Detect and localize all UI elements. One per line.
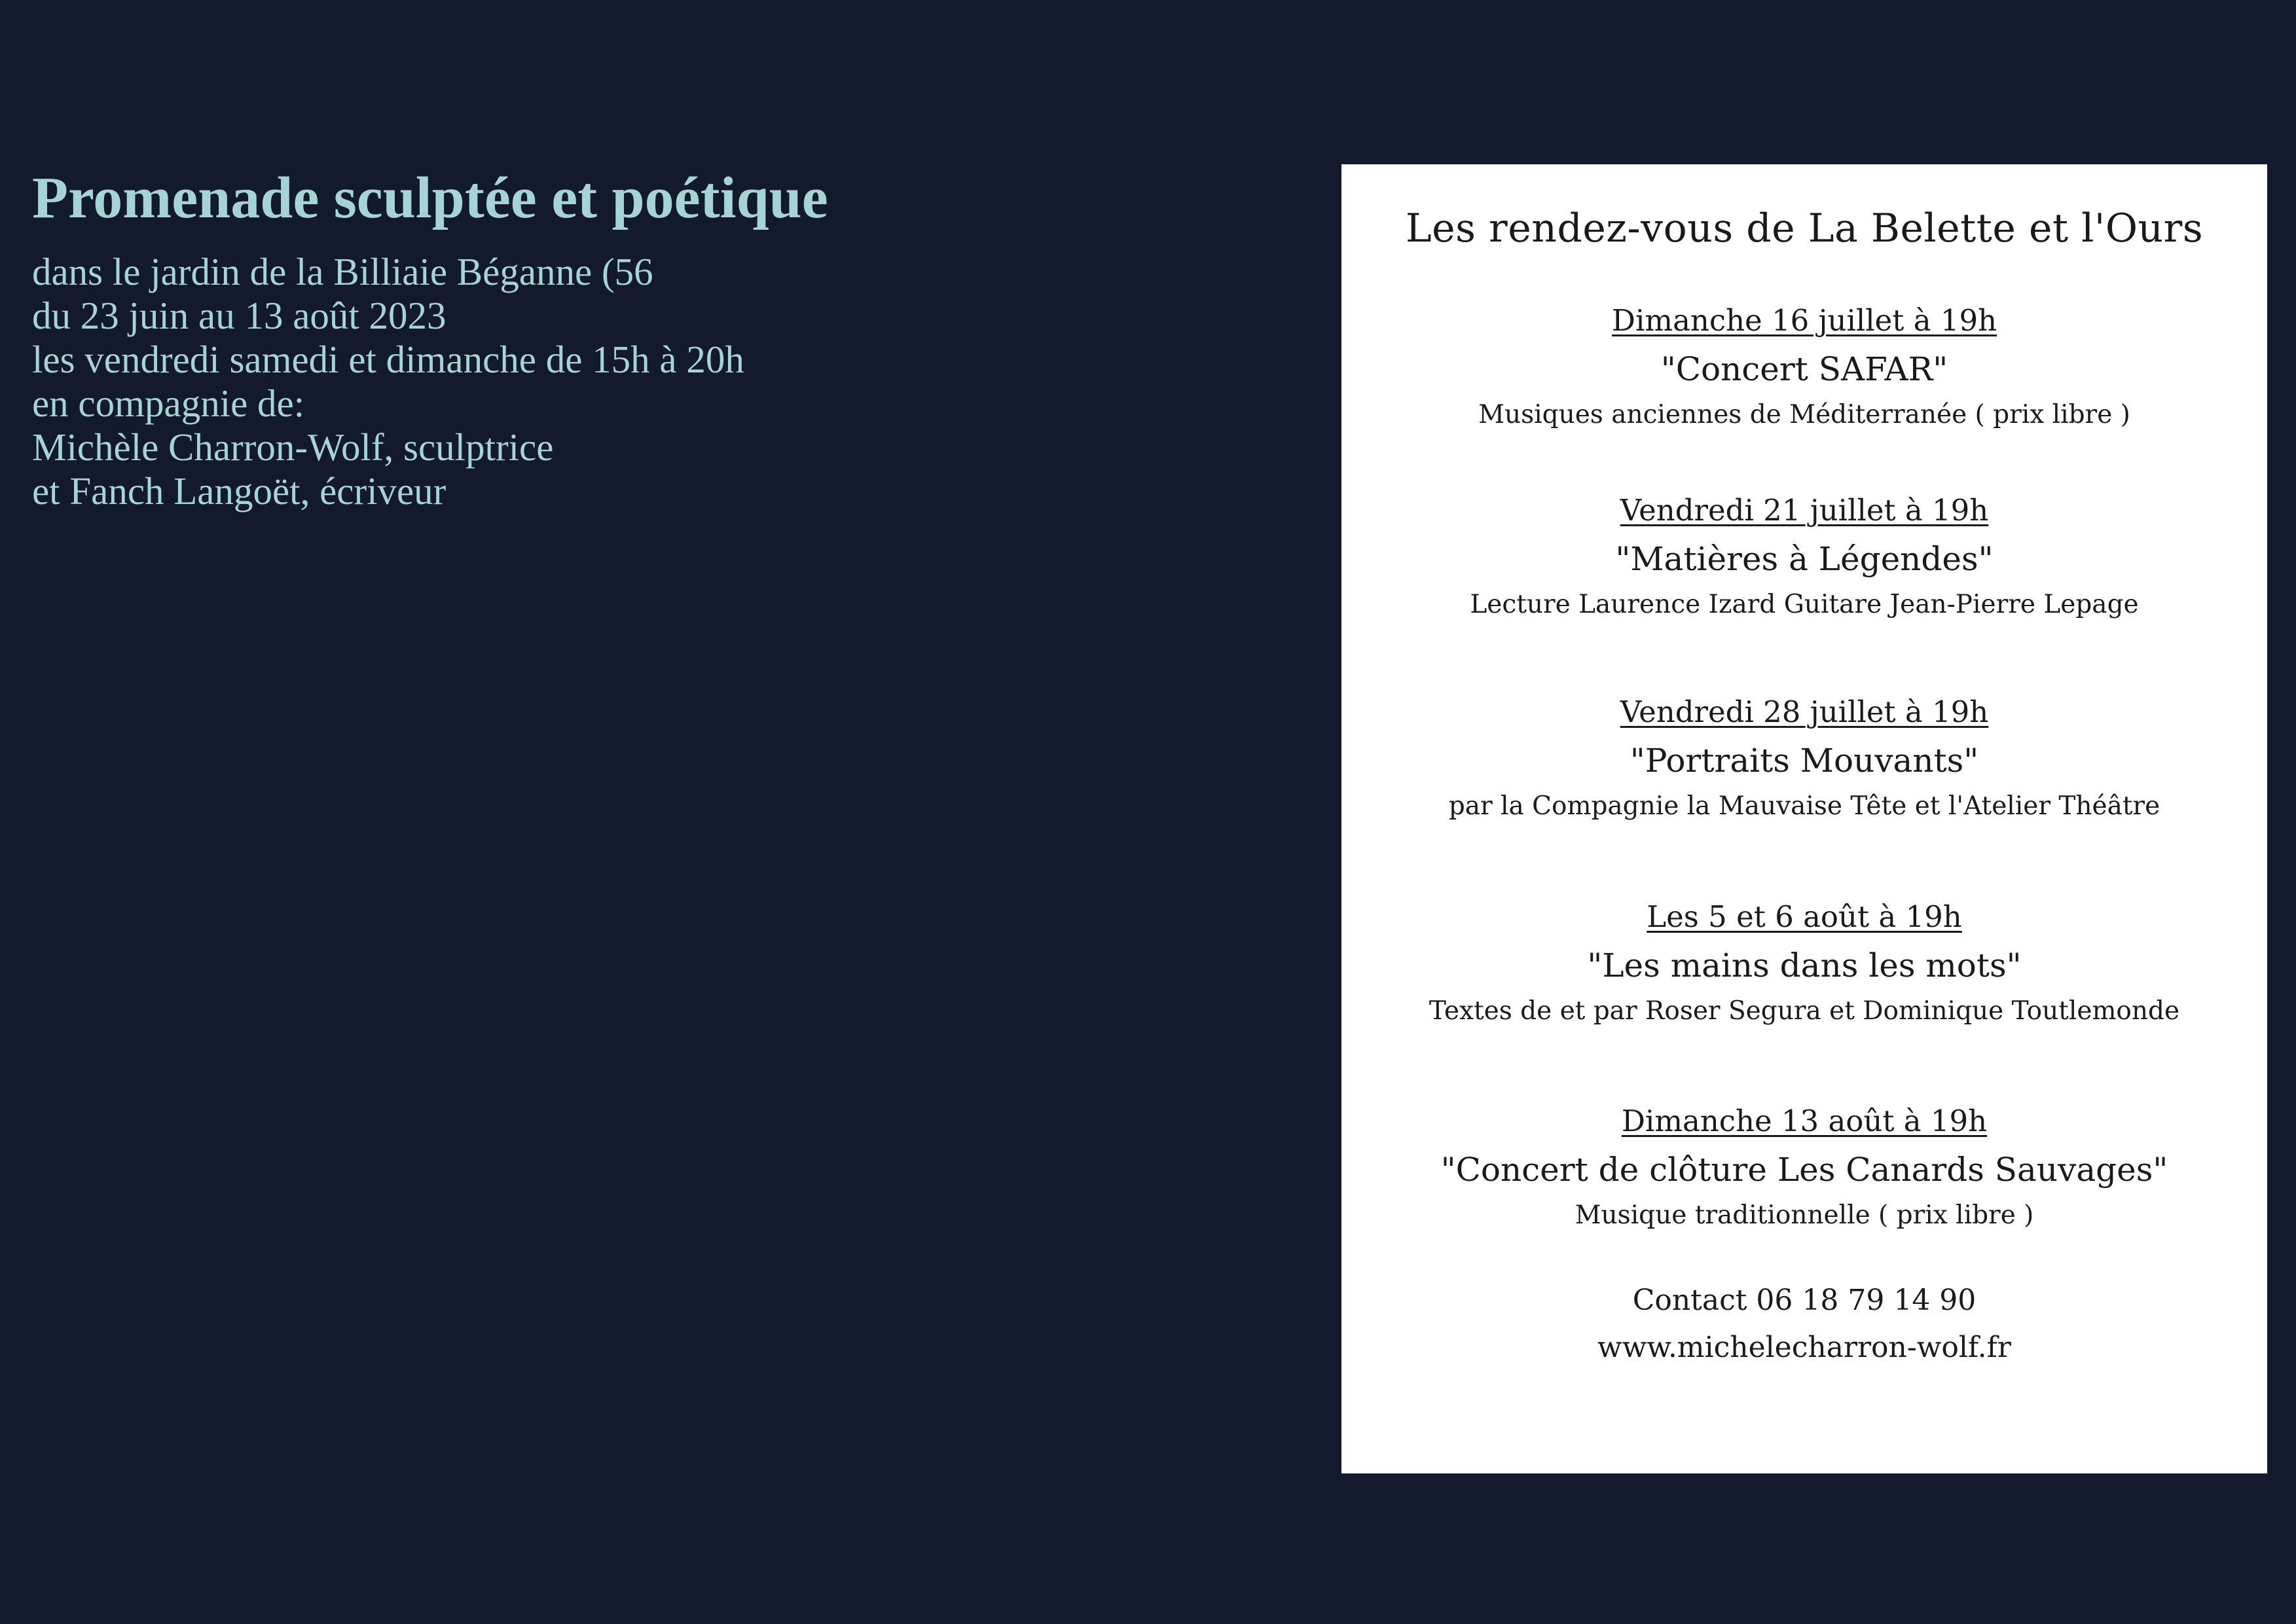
location-line: dans le jardin de la Billiaie Béganne (56 [32,250,653,293]
hours-line: les vendredi samedi et dimanche de 15h à 20h [32,338,744,381]
contact-website[interactable]: www.michelecharron-wolf.fr [1597,1331,2011,1364]
event-description: Musiques anciennes de Méditerranée ( prix libre ) [1478,400,2130,429]
event-description: Textes de et par Roser Segura et Dominique Toutlemonde [1429,996,2180,1026]
event-date: Vendredi 21 juillet à 19h [1620,493,1989,528]
event-date: Les 5 et 6 août à 19h [1647,899,1962,934]
event-name: "Concert de clôture Les Canards Sauvages" [1440,1151,2168,1189]
event-item [1341,300,2267,435]
contact-phone: Contact 06 18 79 14 90 [1632,1284,1977,1317]
company-line: en compagnie de: [32,382,305,425]
event-item [1341,1100,2267,1235]
card-title: Les rendez-vous de La Belette et l'Ours [1405,206,2204,251]
event-item [1341,691,2267,826]
event-description: Musique traditionnelle ( prix libre ) [1575,1200,2034,1230]
event-name: "Portraits Mouvants" [1630,742,1979,780]
page-title: Promenade sculptée et poétique [32,166,828,230]
event-name: "Concert SAFAR" [1660,350,1948,388]
dates-line: du 23 juin au 13 août 2023 [32,294,446,337]
event-description: Lecture Laurence Izard Guitare Jean-Pierre Lepage [1470,590,2139,619]
writer-line: et Fanch Langoët, écriveur [32,469,446,513]
events-card [1341,164,2267,1473]
event-name: "Matières à Légendes" [1615,540,1994,578]
event-name: "Les mains dans les mots" [1587,947,2022,984]
event-date: Vendredi 28 juillet à 19h [1620,695,1989,729]
event-date: Dimanche 16 juillet à 19h [1611,303,1997,338]
exhibition-info [32,162,1211,513]
event-date: Dimanche 13 août à 19h [1621,1104,1988,1138]
exhibition-details [32,250,1211,513]
event-item [1341,896,2267,1031]
sculptor-line: Michèle Charron-Wolf, sculptrice [32,425,554,469]
event-description: par la Compagnie la Mauvaise Tête et l'Atelier Théâtre [1448,791,2160,821]
contact-block [1341,1277,2267,1371]
event-item [1341,490,2267,624]
